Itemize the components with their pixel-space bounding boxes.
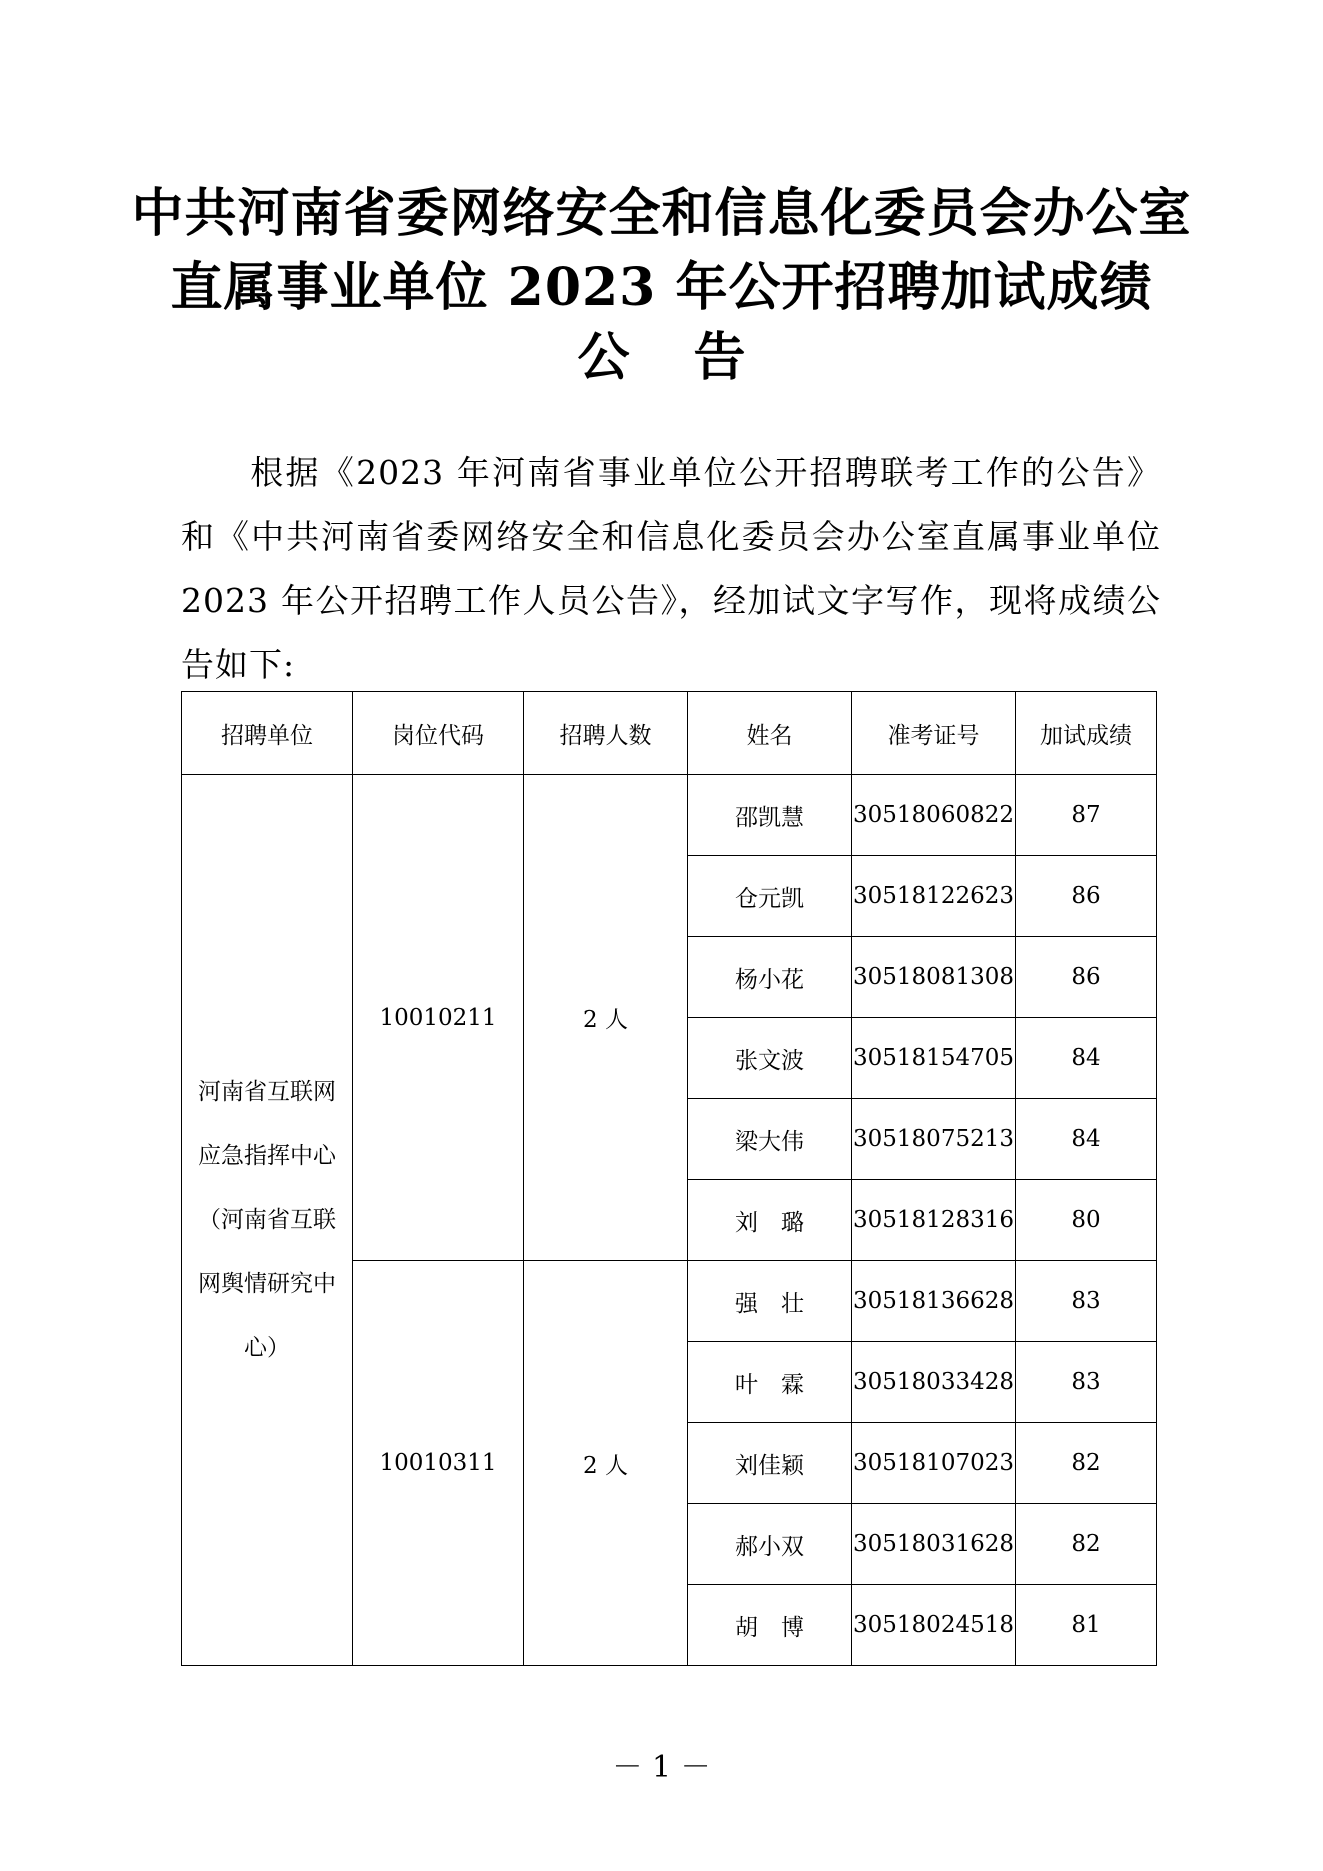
score-cell: 84 (1016, 1099, 1157, 1180)
name-cell: 胡 博 (688, 1585, 852, 1666)
name-cell: 刘 璐 (688, 1180, 852, 1261)
name-cell: 杨小花 (688, 937, 852, 1018)
unit-name: 河南省互联网应急指挥中心（河南省互联网舆情研究中心） (198, 1079, 336, 1361)
name-cell: 梁大伟 (688, 1099, 852, 1180)
score-cell: 86 (1016, 856, 1157, 937)
name-cell: 刘佳颖 (688, 1423, 852, 1504)
document-title-line-2: 直属事业单位 2023 年公开招聘加试成绩 (170, 257, 1153, 318)
exam-id-cell: 30518075213 (852, 1099, 1016, 1180)
header-exam-id: 准考证号 (852, 692, 1016, 775)
position-code-cell: 10010211 (353, 775, 524, 1261)
name-cell: 郝小双 (688, 1504, 852, 1585)
document-title-line-1: 中共河南省委网络安全和信息化委员会办公室 (131, 183, 1192, 244)
hire-count-cell: 2 人 (524, 1261, 688, 1666)
table-row (182, 775, 1157, 856)
exam-id-cell: 30518081308 (852, 937, 1016, 1018)
score-cell: 81 (1016, 1585, 1157, 1666)
unit-cell (182, 775, 353, 1666)
header-position-code: 岗位代码 (353, 692, 524, 775)
page-number: － 1 － (612, 1750, 711, 1785)
scores-table (181, 691, 1157, 1666)
score-cell: 82 (1016, 1504, 1157, 1585)
exam-id-cell: 30518031628 (852, 1504, 1016, 1585)
header-unit: 招聘单位 (182, 692, 353, 775)
document-title-line-3: 公告 (577, 327, 810, 388)
score-cell: 83 (1016, 1261, 1157, 1342)
exam-id-cell: 30518107023 (852, 1423, 1016, 1504)
score-cell: 86 (1016, 937, 1157, 1018)
score-cell: 80 (1016, 1180, 1157, 1261)
exam-id-cell: 30518033428 (852, 1342, 1016, 1423)
header-hire-count: 招聘人数 (524, 692, 688, 775)
score-cell: 84 (1016, 1018, 1157, 1099)
name-cell: 叶 霖 (688, 1342, 852, 1423)
position-code-cell: 10010311 (353, 1261, 524, 1666)
intro-paragraph-text: 根据《2023 年河南省事业单位公开招聘联考工作的公告》和《中共河南省委网络安全和信息化委员会办公室直属事业单位 2023 年公开招聘工作人员公告》，经加试文字写作，现将成绩公告如下: (181, 453, 1161, 684)
exam-id-cell: 30518128316 (852, 1180, 1016, 1261)
name-cell: 邵凯慧 (688, 775, 852, 856)
name-cell: 强 壮 (688, 1261, 852, 1342)
score-cell: 83 (1016, 1342, 1157, 1423)
exam-id-cell: 30518122623 (852, 856, 1016, 937)
exam-id-cell: 30518154705 (852, 1018, 1016, 1099)
intro-paragraph (181, 441, 1161, 697)
exam-id-cell: 30518060822 (852, 775, 1016, 856)
header-name: 姓名 (688, 692, 852, 775)
exam-id-cell: 30518136628 (852, 1261, 1016, 1342)
header-score: 加试成绩 (1016, 692, 1157, 775)
hire-count-cell: 2 人 (524, 775, 688, 1261)
table-header-row (182, 692, 1157, 775)
score-cell: 82 (1016, 1423, 1157, 1504)
exam-id-cell: 30518024518 (852, 1585, 1016, 1666)
score-cell: 87 (1016, 775, 1157, 856)
name-cell: 仓元凯 (688, 856, 852, 937)
name-cell: 张文波 (688, 1018, 852, 1099)
